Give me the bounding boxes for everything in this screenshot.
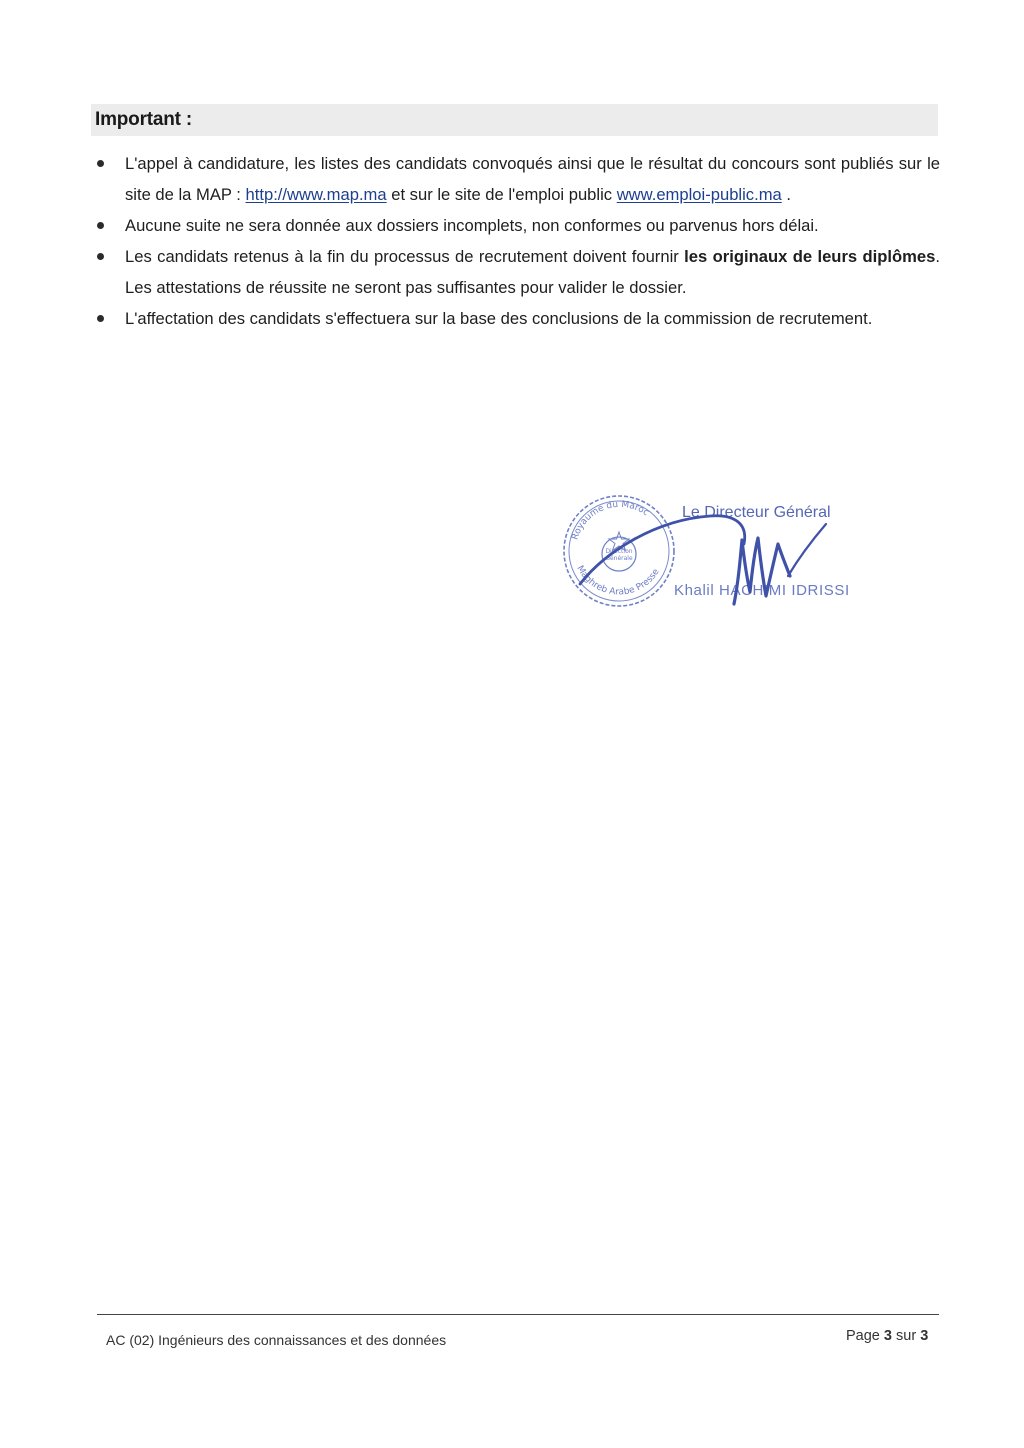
handwritten-signature-icon	[560, 492, 860, 617]
bullet-icon	[97, 222, 104, 229]
bullet-icon	[97, 315, 104, 322]
signature-block	[560, 492, 860, 617]
item-bold-text: les originaux de leurs diplômes	[684, 247, 936, 266]
page-of-label: sur	[896, 1328, 917, 1344]
list-item	[92, 148, 940, 210]
bullet-icon	[97, 160, 104, 167]
signatory-name: Khalil HACHIMI IDRISSI	[674, 582, 850, 599]
svg-text:Royaume du Maroc: Royaume du Maroc	[570, 499, 651, 542]
svg-text:Direction: Direction	[605, 548, 633, 555]
item-text: et sur le site de l'emploi public	[386, 185, 617, 204]
item-text: Les candidats retenus à la fin du processus de recrutement doivent fournir	[125, 247, 685, 266]
footer-divider	[97, 1314, 939, 1315]
item-text: L'affectation des candidats s'effectuera sur la base des conclusions de la commission de recrutement.	[125, 309, 873, 328]
list-item	[92, 210, 940, 241]
page-label: Page	[846, 1328, 880, 1344]
section-heading-bar	[91, 104, 938, 136]
bullet-icon	[97, 253, 104, 260]
emploi-public-link[interactable]: www.emploi-public.ma	[616, 185, 782, 204]
list-item	[92, 241, 940, 303]
signatory-title: Le Directeur Général	[682, 504, 831, 521]
footer-document-ref: AC (02) Ingénieurs des connaissances et des données	[106, 1332, 447, 1348]
map-link[interactable]: http://www.map.ma	[245, 185, 387, 204]
page-number: 3	[883, 1328, 892, 1344]
stamp-text: Maghreb Arabe Presse	[574, 564, 662, 598]
item-text: Aucune suite ne sera donnée aux dossiers incomplets, non conformes ou parvenus hors délai.	[125, 216, 819, 235]
footer-pagination	[846, 1328, 928, 1344]
list-item	[92, 303, 940, 334]
svg-text:Générale: Générale	[605, 555, 633, 562]
page-total: 3	[920, 1328, 929, 1344]
item-text: .	[781, 185, 791, 204]
item-text: L'appel à candidature, les listes des candidats convoqués ainsi que le résultat du concours sont publiés sur le site de la MAP :	[125, 154, 940, 204]
important-list	[92, 148, 940, 334]
item-text: . Les attestations de réussite ne seront pas suffisantes pour valider le dossier.	[125, 247, 940, 297]
section-heading: Important :	[95, 109, 193, 130]
